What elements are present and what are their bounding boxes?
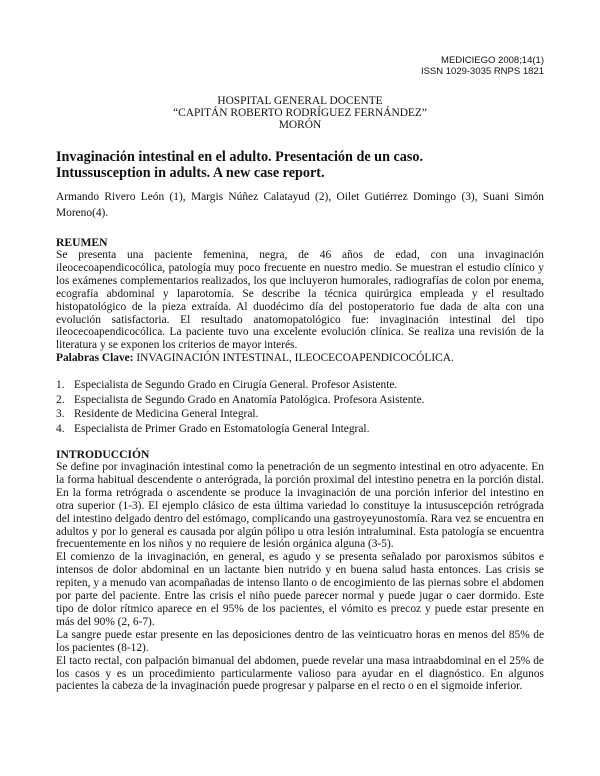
affiliation-number: 1. xyxy=(56,379,65,391)
introduction-paragraph-4: El tacto rectal, con palpación bimanual del abdomen, puede revelar una masa intraabdominal en el 25% de los casos y es un procedimiento particularmente valioso para ayudar en el diagnóstico. En algunos pacientes la cabeza de la invaginación puede progresar y palparse en el recto o en el sigmoide inferior. xyxy=(56,654,544,693)
affiliation-text: Especialista de Segundo Grado en Cirugía General. Profesor Asistente. xyxy=(74,379,398,391)
affiliation-item xyxy=(56,393,544,408)
affiliation-number: 3. xyxy=(56,408,65,421)
affiliation-list xyxy=(56,378,544,436)
affiliation-number: 2. xyxy=(56,393,65,406)
hospital-header xyxy=(0,95,600,131)
hospital-name: HOSPITAL GENERAL DOCENTE xyxy=(217,95,383,107)
affiliation-item xyxy=(56,378,544,393)
affiliation-text: Especialista de Primer Grado en Estomatología General Integral. xyxy=(74,422,370,435)
hospital-city: MORÓN xyxy=(278,119,322,131)
title-english: Intussusception in adults. A new case report. xyxy=(56,165,325,181)
affiliation-number: 4. xyxy=(56,422,65,435)
affiliation-item xyxy=(56,422,544,437)
keywords-label: Palabras Clave: xyxy=(56,352,134,365)
introduction-section xyxy=(56,448,544,693)
author-list: Armando Rivero León (1), Margis Núñez Calatayud (2), Oilet Gutiérrez Domingo (3), Suani Simón Moreno(4). xyxy=(56,191,544,219)
affiliation-item xyxy=(56,407,544,422)
abstract-text: Se presenta una paciente femenina, negra, de 46 años de edad, con una invaginación ileocecoapendicocólica, patología muy poco frecuente en nuestro medio. Se muestran el estudio clínico y los exámenes complementarios realizados, los que incluyeron humorales, radiografías de colon por enema, ecografía abdominal y laparotomía. Se describe la técnica quirúrgica empleada y el resultado histopatológico de la pieza extraída. Al duodécimo día del postoperatorio fue dada de alta con una evolución satisfactoria. El resultado anatomopatológico fue: invaginación intestinal del tipo ileocecoapendicocólica. La paciente tuvo una excelente evolución clínica. Se realiza una revisión de la literatura y se exponen los criterios de mayor interés. xyxy=(56,249,544,352)
introduction-paragraph-1: Se define por invaginación intestinal como la penetración de un segmento intestinal en otro adyacente. En la forma habitual descendente o anterógrada, la porción proximal del intestino penetra en la porción distal. En la forma retrógrada o ascendente se produce la invaginación de una porción inferior del intestino en otra superior (1-3). El ejemplo clásico de esta última variedad lo constituye la intususcepción retrógrada del intestino delgado dentro del estómago, complicando una gastroyeyunostomía. Rara vez se encuentra en adultos y por lo general es causada por algún pólipo u otra lesión intraluminal. Esta patología se encuentra frecuentemente en los niños y no requiere de lesión orgánica alguna (3-5). xyxy=(56,461,544,551)
introduction-paragraph-2: El comienzo de la invaginación, en general, es agudo y se presenta señalado por paroxismos súbitos e intensos de dolor abdominal en un lactante bien nutrido y en buena salud hasta entonces. Las crisis se repiten, y a menudo van acompañadas de intenso llanto o de encogimiento de las piernas sobre el abdomen por parte del paciente. Entre las crisis el niño puede parecer normal y puede jugar o caer dormido. Este tipo de dolor rítmico aparece en el 95% de los pacientes, el vómito es precoz y puede estar presente en más del 90% (2, 6-7). xyxy=(56,551,544,628)
introduction-heading: INTRODUCCIÓN xyxy=(56,448,150,461)
abstract-section xyxy=(56,236,544,365)
journal-issn: ISSN 1029-3035 RNPS 1821 xyxy=(420,66,544,77)
keywords-value: INVAGINACIÓN INTESTINAL, ILEOCECOAPENDICOCÓLICA. xyxy=(133,352,454,365)
hospital-subname: “CAPITÁN ROBERTO RODRÍGUEZ FERNÁNDEZ” xyxy=(173,107,427,119)
affiliation-text: Especialista de Segundo Grado en Anatomía Patológica. Profesora Asistente. xyxy=(74,393,425,406)
introduction-paragraph-3: La sangre puede estar presente en las deposiciones dentro de las veinticuatro horas en menos del 85% de los pacientes (8-12). xyxy=(56,628,544,654)
keywords-line xyxy=(56,352,544,365)
journal-citation xyxy=(421,55,544,77)
affiliation-text: Residente de Medicina General Integral. xyxy=(74,408,259,421)
abstract-heading: REUMEN xyxy=(56,236,108,249)
article-title xyxy=(56,149,556,181)
journal-volume: MEDICIEGO 2008;14(1) xyxy=(441,55,544,66)
title-spanish: Invaginación intestinal en el adulto. Presentación de un caso. xyxy=(56,149,424,165)
